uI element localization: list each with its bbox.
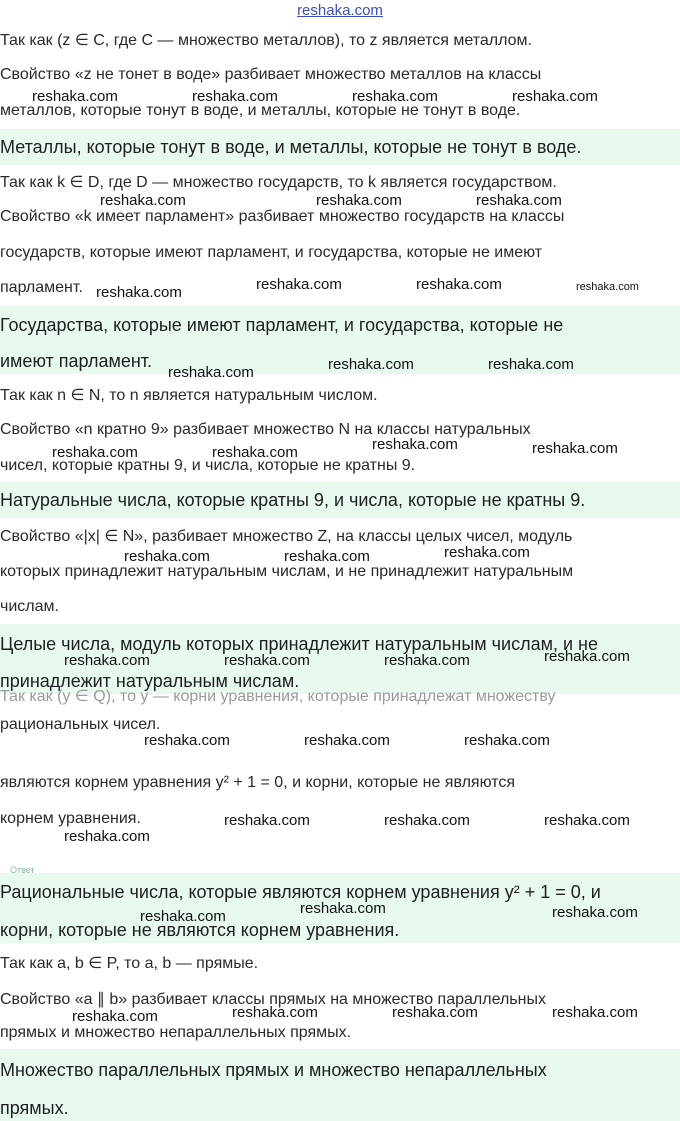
watermark: reshaka.com <box>52 444 138 461</box>
paragraph-lines-property: Свойство «a ∥ b» разбивает классы прямых на множество параллельных <box>0 991 546 1008</box>
paragraph-lines-property-2: прямых и множество непараллельных прямых. <box>0 1024 352 1041</box>
paragraph-integer-property: Свойство «|x| ∈ N», разбивает множество Z, на классы целых чисел, модуль <box>0 528 573 545</box>
watermark: reshaka.com <box>256 276 342 293</box>
watermark: reshaka.com <box>64 652 150 669</box>
paragraph-state-property: Свойство «k имеет парламент» разбивает множество государств на классы <box>0 208 565 225</box>
answer-lines-1: Множество параллельных прямых и множество непараллельных <box>0 1060 547 1080</box>
paragraph-rational-partial: Так как (y ∈ Q), то y — корни уравнения, которые принадлежат множеству <box>0 688 556 705</box>
watermark: reshaka.com <box>284 548 370 565</box>
paragraph-natural-membership: Так как n ∈ N, то n является натуральным числом. <box>0 387 378 404</box>
paragraph-rational-3: являются корнем уравнения y² + 1 = 0, и корни, которые не являются <box>0 774 516 791</box>
watermark: reshaka.com <box>512 88 598 105</box>
paragraph-natural-property: Свойство «n кратно 9» разбивает множество N на классы натуральных <box>0 421 531 438</box>
watermark: reshaka.com <box>32 88 118 105</box>
watermark: reshaka.com <box>464 732 550 749</box>
watermark: reshaka.com <box>124 548 210 565</box>
watermark: reshaka.com <box>304 732 390 749</box>
paragraph-state-membership: Так как k ∈ D, где D — множество государств, то k является государством. <box>0 174 557 191</box>
watermark: reshaka.com <box>72 1008 158 1025</box>
answer-natural: Натуральные числа, которые кратны 9, и числа, которые не кратны 9. <box>0 490 586 510</box>
watermark: reshaka.com <box>384 652 470 669</box>
answer-rational-2: корни, которые не являются корнем уравнения. <box>0 920 400 940</box>
paragraph-metal-membership <box>0 30 532 50</box>
watermark: reshaka.com <box>224 812 310 829</box>
paragraph-state-property-2: государств, которые имеют парламент, и государства, которые не имеют <box>0 244 543 261</box>
watermark: reshaka.com <box>96 284 182 301</box>
watermark: reshaka.com <box>544 648 630 665</box>
paragraph-integer-property-3: числам. <box>0 598 59 615</box>
paragraph-rational-2: рациональных чисел. <box>0 716 161 733</box>
watermark: reshaka.com <box>232 1004 318 1021</box>
watermark: reshaka.com <box>168 364 254 381</box>
watermark: reshaka.com <box>416 276 502 293</box>
watermark: reshaka.com <box>532 440 618 457</box>
watermark: reshaka.com <box>64 828 150 845</box>
watermark: reshaka.com <box>476 192 562 209</box>
paragraph-metal-property-2: металлов, которые тонут в воде, и металлы, которые не тонут в воде. <box>0 102 521 119</box>
answer-rational-1: Рациональные числа, которые являются корнем уравнения y² + 1 = 0, и <box>0 882 601 902</box>
paragraph-state-property-3: парламент. <box>0 279 83 296</box>
watermark: reshaka.com <box>300 900 386 917</box>
watermark: reshaka.com <box>140 908 226 925</box>
watermark: reshaka.com <box>372 436 458 453</box>
answer-metals: Металлы, которые тонут в воде, и металлы, которые не тонут в воде. <box>0 137 582 157</box>
paragraph-rational-4: корнем уравнения. <box>0 810 141 827</box>
watermark: reshaka.com <box>544 812 630 829</box>
watermark: reshaka.com <box>224 652 310 669</box>
watermark: reshaka.com <box>192 88 278 105</box>
watermark: reshaka.com <box>576 281 639 293</box>
answer-states-2: имеют парламент. <box>0 351 153 371</box>
watermark: reshaka.com <box>328 356 414 373</box>
answer-lines-2: прямых. <box>0 1098 69 1118</box>
paragraph-lines-membership: Так как a, b ∈ P, то a, b — прямые. <box>0 955 259 972</box>
paragraph-metal-property: Свойство «z не тонет в воде» разбивает множество металлов на классы <box>0 66 542 83</box>
answer-integers-1: Целые числа, модуль которых принадлежит натуральным числам, и не <box>0 634 599 654</box>
paragraph-integer-property-2: которых принадлежит натуральным числам, и не принадлежит натуральным <box>0 563 574 580</box>
watermark: reshaka.com <box>100 192 186 209</box>
answer-tag: Ответ <box>10 865 35 875</box>
watermark: reshaka.com <box>552 904 638 921</box>
watermark: reshaka.com <box>488 356 574 373</box>
watermark: reshaka.com <box>552 1004 638 1021</box>
answer-states-1: Государства, которые имеют парламент, и государства, которые не <box>0 315 564 335</box>
watermark: reshaka.com <box>384 812 470 829</box>
watermark: reshaka.com <box>444 544 530 561</box>
watermark: reshaka.com <box>212 444 298 461</box>
site-header-link[interactable]: reshaka.com <box>297 2 383 19</box>
watermark: reshaka.com <box>352 88 438 105</box>
paragraph-natural-property-2: чисел, которые кратны 9, и числа, которые не кратны 9. <box>0 457 416 474</box>
watermark: reshaka.com <box>144 732 230 749</box>
answer-integers-2: принадлежит натуральным числам. <box>0 671 300 691</box>
watermark: reshaka.com <box>392 1004 478 1021</box>
formula-text: Так как (z ∈ C, где C — множество металлов), то z является металлом. <box>0 32 532 49</box>
watermark: reshaka.com <box>316 192 402 209</box>
